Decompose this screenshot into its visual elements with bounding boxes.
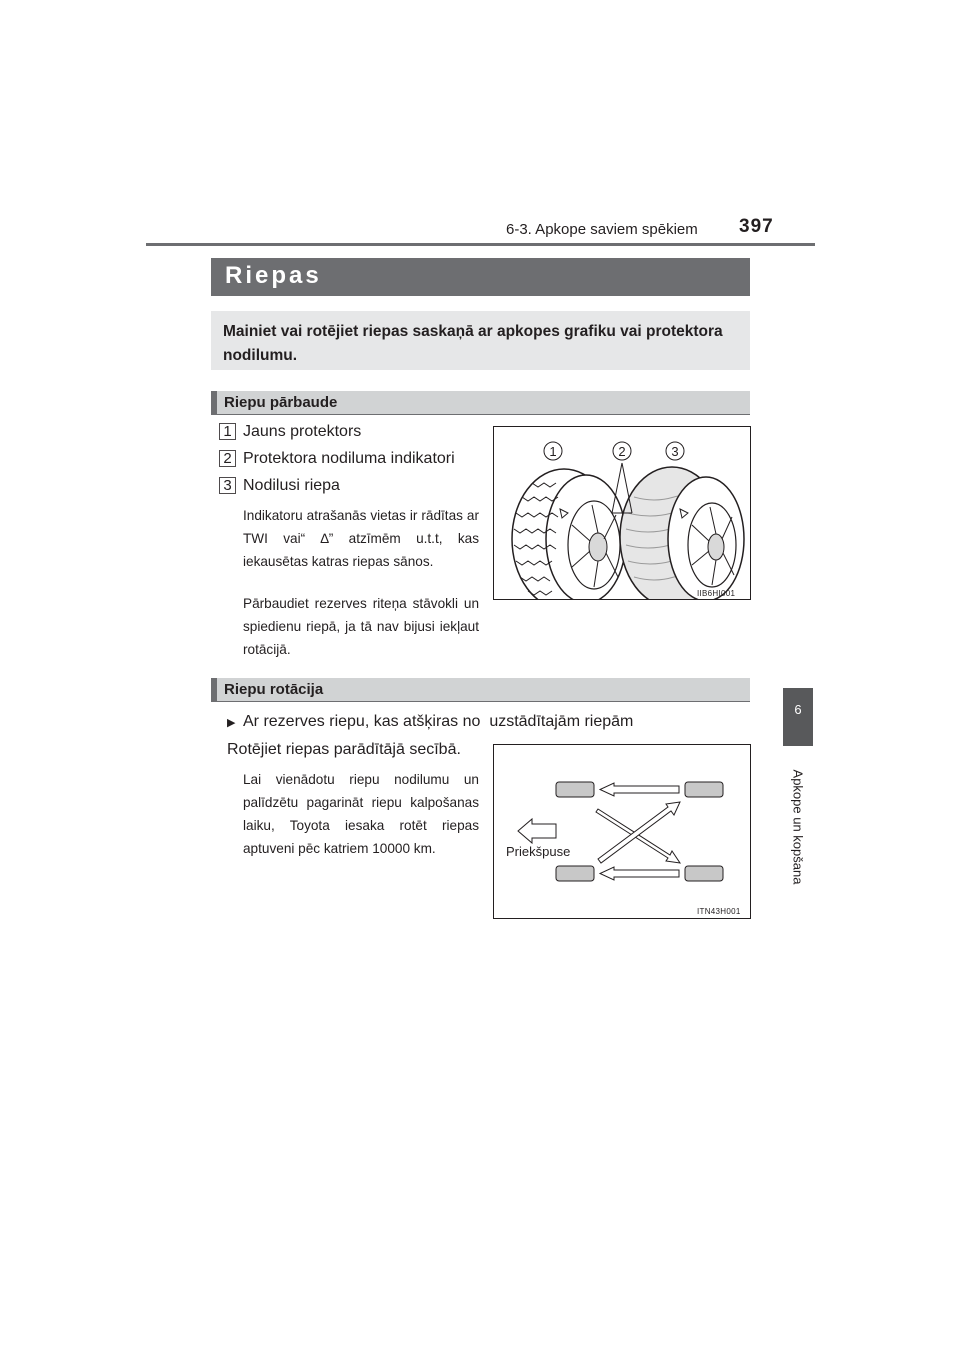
tire-illustration — [494, 427, 750, 599]
chapter-title: Apkope un kopšana — [790, 769, 806, 885]
subheading-accent — [211, 678, 217, 702]
tire-wear-figure — [493, 426, 751, 600]
note-spare-check: Pārbaudiet rezerves riteņa stāvokli un spiedienu riepā, ja tā nav bijusi iekļaut rotācijā. — [243, 596, 479, 657]
section-title: 6-3. Apkope saviem spēkiem — [506, 221, 698, 238]
rotation-condition: Ar rezerves riepu, kas atšķiras no uzstādītajām riepām — [243, 713, 634, 730]
rotation-figure — [493, 744, 751, 919]
page-number: 397 — [739, 216, 774, 237]
subheading-label: Riepu pārbaude — [224, 394, 338, 411]
rotation-diagram — [494, 745, 750, 918]
callout-2: 2 — [618, 444, 626, 459]
front-label: Priekšpuse — [506, 844, 571, 859]
page-title: Riepas — [225, 262, 322, 289]
list-item-label: Protektora nodiluma indikatori — [243, 450, 455, 467]
figure-code: IIB6HI001 — [697, 589, 736, 598]
page-title-bar — [211, 258, 750, 296]
list-item-label: Nodilusi riepa — [243, 477, 340, 494]
rotation-instruction: Rotējiet riepas parādītājā secībā. — [227, 741, 461, 758]
intro-box — [211, 311, 750, 370]
bullet-arrow-icon: ▶ — [227, 717, 236, 729]
callout-1: 1 — [549, 444, 557, 459]
subheading-label: Riepu rotācija — [224, 681, 324, 698]
chapter-label — [770, 752, 826, 902]
rotation-note: Lai vienādotu riepu nodilumu un palīdzētu pagarināt riepu kalpošanas laiku, Toyota iesaka rotēt riepas aptuveni pēc katriem 10000 km. — [243, 772, 479, 856]
callout-3: 3 — [671, 444, 679, 459]
intro-text: Mainiet vai rotējiet riepas saskaņā ar apkopes grafiku vai protektora nodilumu. — [223, 323, 723, 364]
number-badge-1: 1 — [219, 423, 236, 440]
header-rule — [146, 243, 815, 246]
number-badge-3: 3 — [219, 477, 236, 494]
list-item-label: Jauns protektors — [243, 423, 362, 440]
note-indicator-location: Indikatoru atrašanās vietas ir rādītas ar TWI vai“ ∆” atzīmēm u.t.t, kas iekausētas katras riepas sānos. — [243, 508, 479, 569]
chapter-tab[interactable]: 6 — [783, 688, 813, 746]
subheading-tire-rotation — [211, 678, 750, 702]
number-badge-2: 2 — [219, 450, 236, 467]
figure-code: ITN43H001 — [697, 907, 741, 916]
subheading-tire-check — [211, 391, 750, 415]
subheading-accent — [211, 391, 217, 415]
